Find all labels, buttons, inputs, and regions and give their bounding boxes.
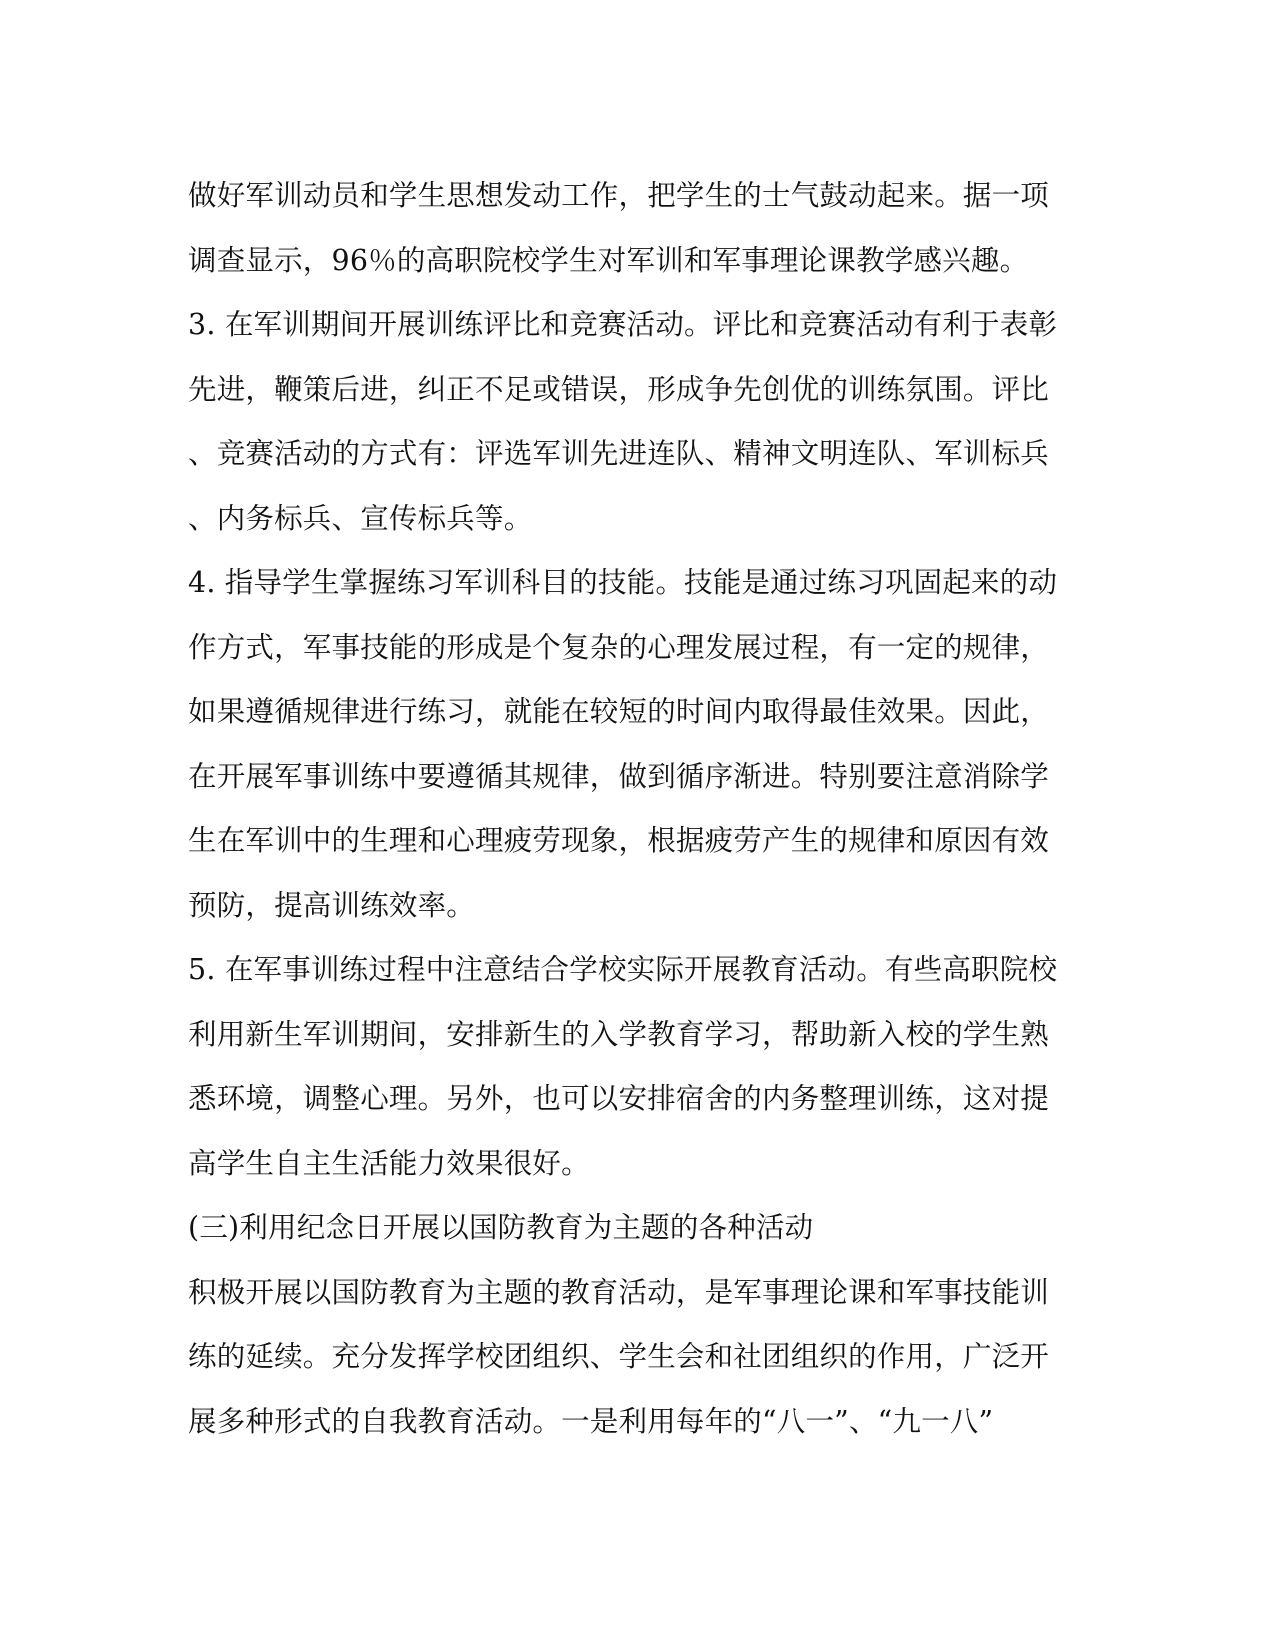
text-line-20: 展多种形式的自我教育活动。一是利用每年的“八一”、“九一八” [188, 1404, 994, 1438]
text-line-15: 悉环境，调整心理。另外，也可以安排宿舍的内务整理训练，这对提 [188, 1082, 1050, 1115]
text-line-16: 高学生自主生活能力效果很好。 [188, 1146, 590, 1180]
section-heading-line: (三)利用纪念日开展以国防教育为主题的各种活动 [188, 1211, 814, 1244]
text-line-11: 生在军训中的生理和心理疲劳现象，根据疲劳产生的规律和原因有效 [188, 824, 1050, 857]
text-line-8: 作方式，军事技能的形成是个复杂的心理发展过程，有一定的规律， [188, 630, 1050, 664]
text-line-9: 如果遵循规律进行练习，就能在较短的时间内取得最佳效果。因此， [188, 695, 1050, 728]
text-line-18: 积极开展以国防教育为主题的教育活动，是军事理论课和军事技能训 [188, 1275, 1050, 1309]
text-line-4: 先进，鞭策后进，纠正不足或错误，形成争先创优的训练氛围。评比 [188, 372, 1050, 406]
text-line-19: 练的延续。充分发挥学校团组织、学生会和社团组织的作用，广泛开 [188, 1340, 1050, 1373]
text-line-5: 、竞赛活动的方式有：评选军训先进连队、精神文明连队、军训标兵 [188, 437, 1050, 470]
text-line-13: 5. 在军事训练过程中注意结合学校实际开展教育活动。有些高职院校 [188, 953, 1058, 986]
text-line-14: 利用新生军训期间，安排新生的入学教育学习，帮助新入校的学生熟 [188, 1017, 1050, 1051]
text-line-10: 在开展军事训练中要遵循其规律，做到循序渐进。特别要注意消除学 [188, 759, 1050, 793]
text-line-2: 调查显示，96％的高职院校学生对军训和军事理论课教学感兴趣。 [188, 243, 1029, 277]
text-line-6: 、内务标兵、宣传标兵等。 [188, 501, 533, 535]
text-line-12: 预防，提高训练效率。 [188, 888, 476, 922]
text-line-1: 做好军训动员和学生思想发动工作，把学生的士气鼓动起来。据一项 [188, 179, 1050, 212]
document-body [188, 164, 1068, 1454]
text-line-7: 4. 指导学生掌握练习军训科目的技能。技能是通过练习巩固起来的动 [188, 566, 1058, 599]
text-line-3: 3. 在军训期间开展训练评比和竞赛活动。评比和竞赛活动有利于表彰 [188, 308, 1058, 341]
